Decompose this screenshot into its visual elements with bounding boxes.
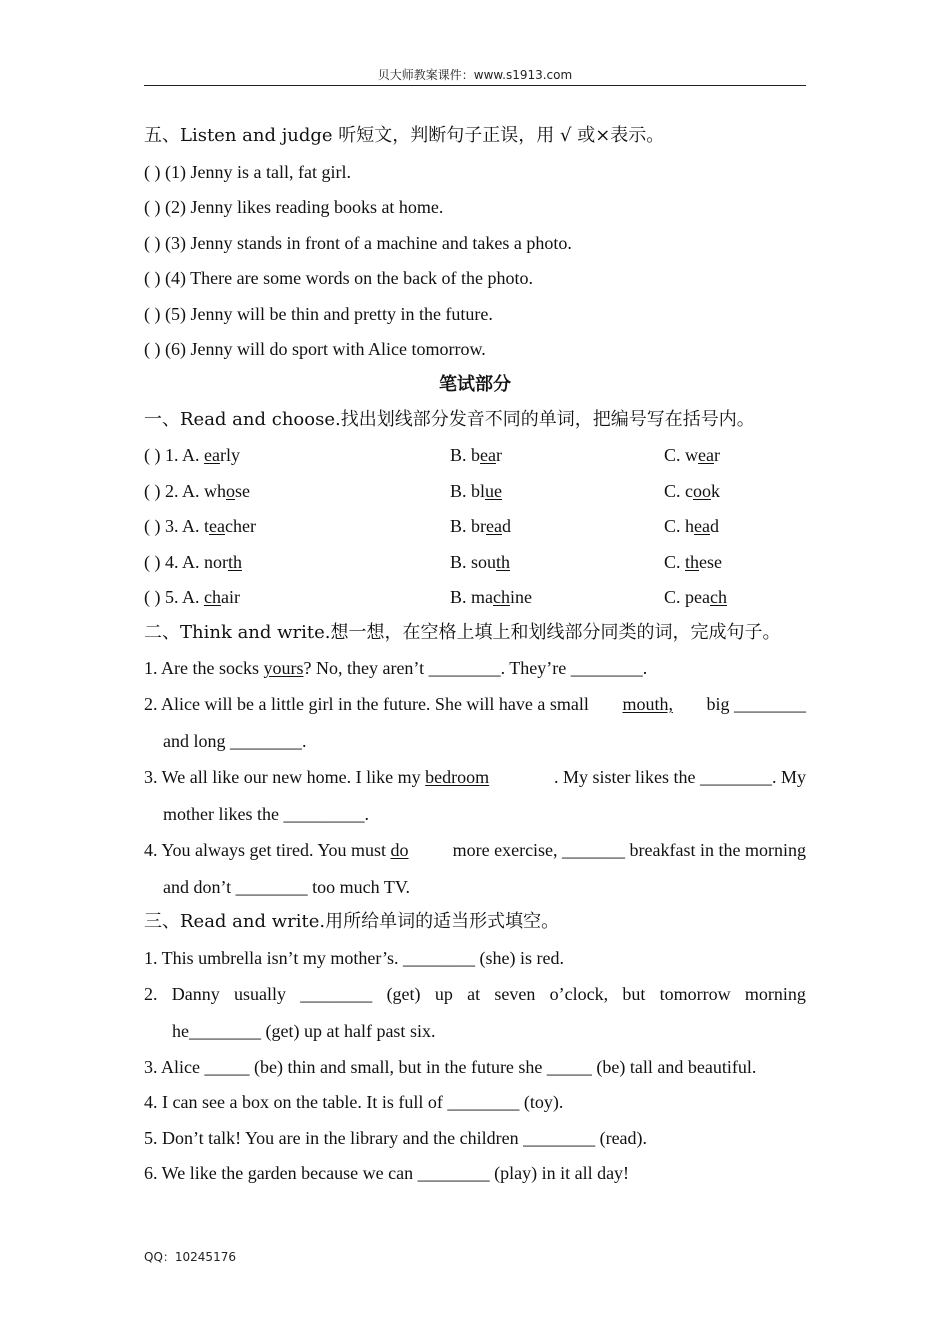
s2-question-4: 4. You always get tired. You must do more exercise, _______ breakfast in the morning [144, 840, 806, 860]
choice-row [144, 585, 806, 609]
option-c: C. wear [664, 445, 720, 465]
option-b: B. south [450, 552, 511, 572]
listen-title: 五、Listen and judge 听短文，判断句子正误，用 √ 或×表示。 [144, 125, 665, 146]
listen-item: ( ) (6) Jenny will do sport with Alice tomorrow. [144, 339, 486, 359]
choice-row [144, 443, 806, 467]
option-a: ( ) 5. A. chair [144, 587, 240, 607]
listen-item: ( ) (4) There are some words on the back of the photo. [144, 268, 534, 288]
option-c: C. cook [664, 481, 720, 501]
listen-item: ( ) (3) Jenny stands in front of a machine and takes a photo. [144, 233, 572, 253]
s2-question-3-cont: mother likes the _________. [163, 804, 369, 824]
written-part-title: 笔试部分 [439, 374, 511, 395]
s2-question-2-cont: and long ________. [163, 731, 307, 751]
option-b: B. machine [450, 587, 532, 607]
s3-question-6: 6. We like the garden because we can ________ (play) in it all day! [144, 1163, 630, 1183]
option-a: ( ) 3. A. teacher [144, 516, 256, 536]
header-divider [144, 85, 806, 86]
s3-title: 三、Read and write.用所给单词的适当形式填空。 [144, 911, 560, 932]
page-header: 贝大师教案课件：www.s1913.com [377, 68, 573, 82]
option-b: B. blue [450, 481, 503, 501]
s1-title: 一、Read and choose.找出划线部分发音不同的单词，把编号写在括号内。 [144, 409, 755, 430]
option-b: B. bread [450, 516, 511, 536]
s2-title: 二、Think and write.想一想，在空格上填上和划线部分同类的词，完成句子。 [144, 622, 781, 643]
option-c: C. peach [664, 587, 727, 607]
option-c: C. these [664, 552, 723, 572]
listen-item: ( ) (1) Jenny is a tall, fat girl. [144, 162, 351, 182]
s3-question-2: 2. Danny usually ________ (get) up at seven o’clock, but tomorrow morning [144, 984, 806, 1004]
s3-question-2-cont: he________ (get) up at half past six. [172, 1021, 436, 1041]
s3-question-4: 4. I can see a box on the table. It is full of ________ (toy). [144, 1092, 564, 1112]
s3-question-5: 5. Don’t talk! You are in the library and the children ________ (read). [144, 1128, 648, 1148]
s3-question-3: 3. Alice _____ (be) thin and small, but in the future she _____ (be) tall and beautiful. [144, 1057, 757, 1077]
s2-question-3: 3. We all like our new home. I like my bedroom . My sister likes the ________. My [144, 767, 806, 787]
option-a: ( ) 4. A. north [144, 552, 243, 572]
s2-question-4-cont: and don’t ________ too much TV. [163, 877, 410, 897]
option-a: ( ) 1. A. early [144, 445, 240, 465]
page-footer: QQ：10245176 [144, 1250, 236, 1264]
choice-row [144, 479, 806, 503]
option-a: ( ) 2. A. whose [144, 481, 250, 501]
option-c: C. head [664, 516, 719, 536]
listen-item: ( ) (5) Jenny will be thin and pretty in the future. [144, 304, 493, 324]
s3-question-1: 1. This umbrella isn’t my mother’s. ________ (she) is red. [144, 948, 564, 968]
choice-row [144, 514, 806, 538]
choice-row [144, 550, 806, 574]
listen-item: ( ) (2) Jenny likes reading books at home. [144, 197, 444, 217]
option-b: B. bear [450, 445, 502, 465]
s2-question-1: 1. Are the socks yours? No, they aren’t ________. They’re ________. [144, 658, 648, 678]
s2-question-2: 2. Alice will be a little girl in the future. She will have a small mouth, big ________ [144, 694, 806, 714]
